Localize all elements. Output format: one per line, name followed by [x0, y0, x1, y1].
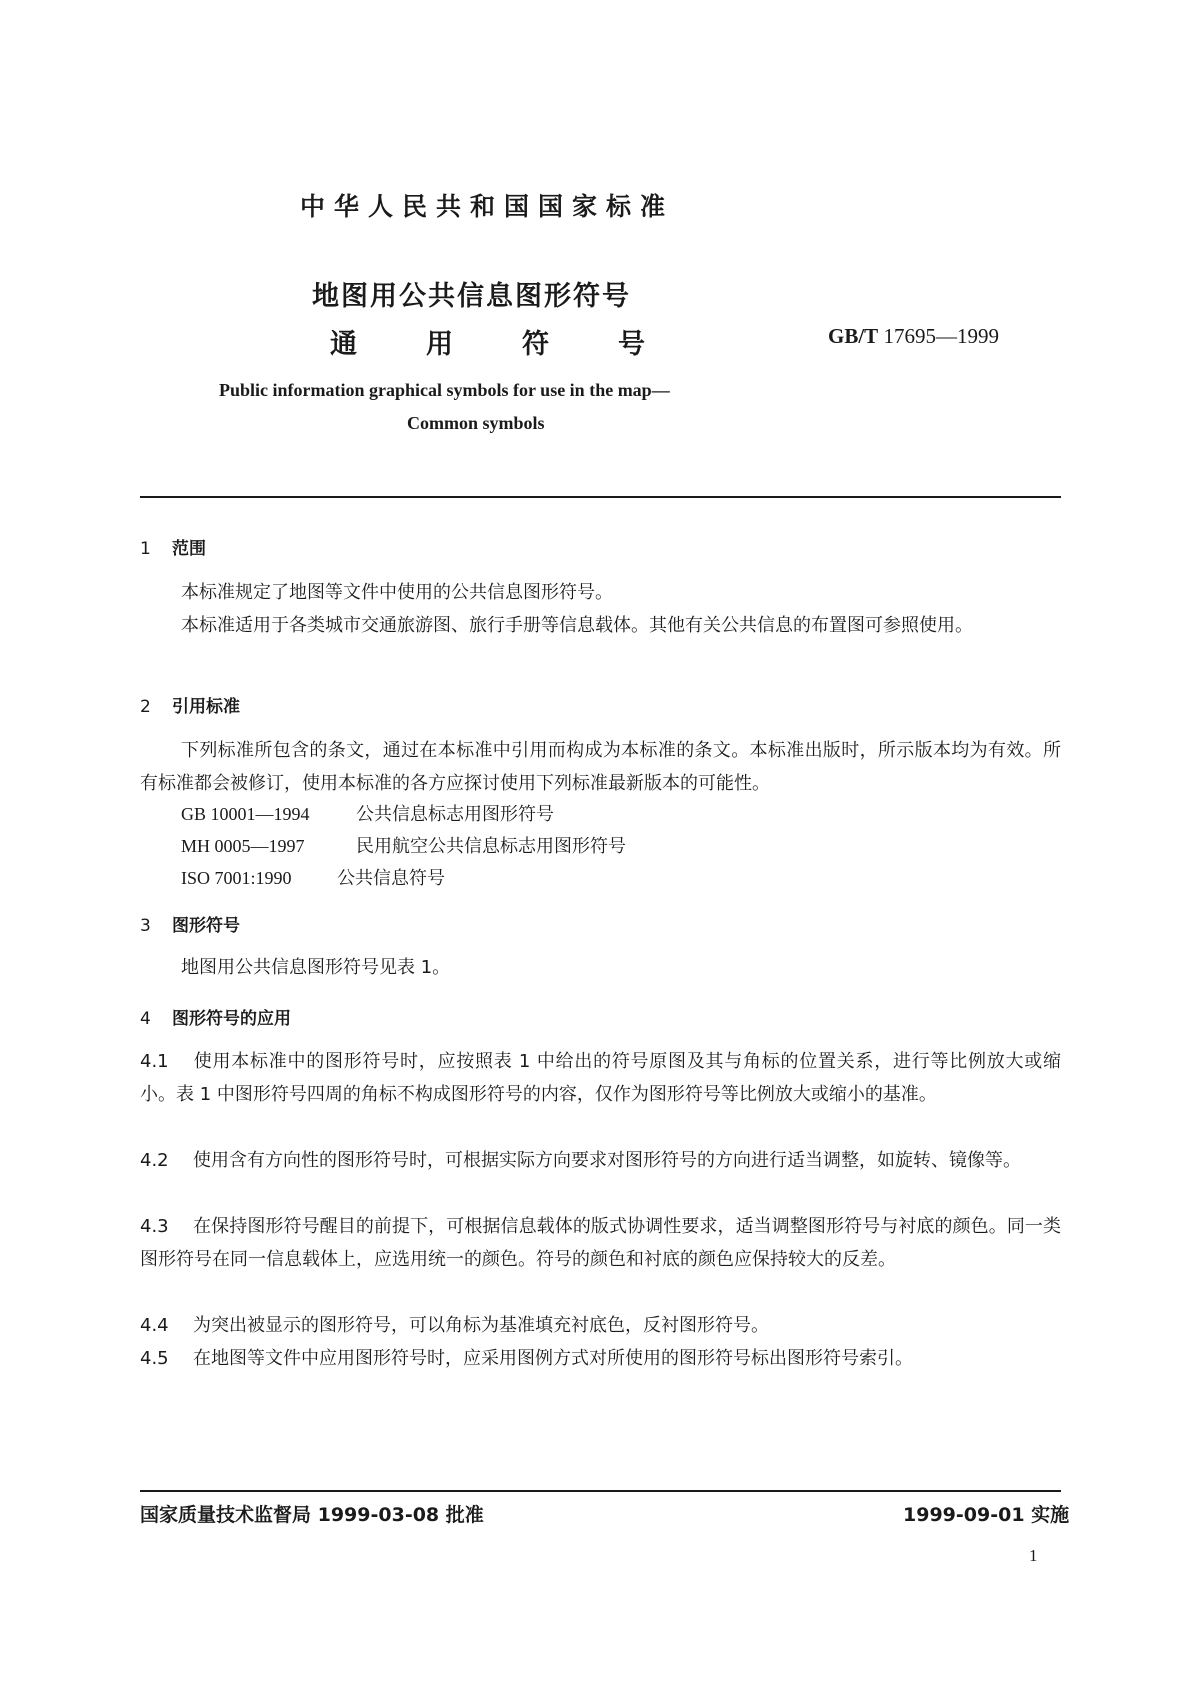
clause-text: 在保持图形符号醒目的前提下，可根据信息载体的版式协调性要求，适当调整图形符号与衬底的颜色。同一类图形符号在同一信息载体上，应选用统一的颜色。符号的颜色和衬底的颜色应保持较大的反差。: [140, 1216, 1061, 1270]
subtitle-char: 通: [330, 329, 357, 360]
section-title: 图形符号的应用: [172, 1009, 291, 1029]
section-heading-3: [140, 911, 240, 936]
approval-line: 国家质量技术监督局 1999-03-08 批准: [140, 1504, 484, 1526]
document-title-en-line1: Public information graphical symbols for use in the map—: [219, 380, 670, 400]
national-standard-heading: 中华人民共和国国家标准: [300, 192, 675, 221]
section-number: 3: [140, 916, 151, 936]
section-number: 2: [140, 697, 151, 717]
reference-item: [181, 800, 554, 826]
standard-number: [828, 324, 999, 349]
document-title-en-line2: Common symbols: [407, 413, 545, 433]
clause-text: 使用本标准中的图形符号时，应按照表 1 中给出的符号原图及其与角标的位置关系，进行等比例放大或缩小。表 1 中图形符号四周的角标不构成图形符号的内容，仅作为图形符号等比例放大或缩小的基准。: [140, 1051, 1061, 1105]
reference-code: ISO 7001:1990: [181, 868, 292, 888]
document-title-cn: 地图用公共信息图形符号: [312, 281, 631, 312]
clause-text: 使用含有方向性的图形符号时，可根据实际方向要求对图形符号的方向进行适当调整，如旋转、镜像等。: [193, 1150, 1021, 1171]
subtitle-char: 号: [618, 329, 645, 360]
clause-number: 4.5: [140, 1348, 169, 1369]
header-divider: [140, 496, 1061, 498]
clause-number: 4.2: [140, 1150, 169, 1171]
clause-number: 4.3: [140, 1216, 169, 1237]
effective-date-line: 1999-09-01 实施: [903, 1504, 1070, 1526]
section-heading-1: [140, 534, 206, 559]
footer-divider: [140, 1490, 1061, 1492]
clause-text: 为突出被显示的图形符号，可以角标为基准填充衬底色，反衬图形符号。: [193, 1315, 769, 1336]
clause-number: 4.4: [140, 1315, 169, 1336]
reference-item: [181, 864, 445, 890]
subtitle-char: 符: [522, 329, 549, 360]
section-1-paragraph-2: 本标准适用于各类城市交通旅游图、旅行手册等信息载体。其他有关公共信息的布置图可参照使用。: [181, 615, 973, 636]
clause-4-2: [140, 1144, 1061, 1177]
reference-title: 公共信息符号: [337, 868, 445, 889]
section-2-paragraph-1: 下列标准所包含的条文，通过在本标准中引用而构成为本标准的条文。本标准出版时，所示版本均为有效。所有标准都会被修订，使用本标准的各方应探讨使用下列标准最新版本的可能性。: [140, 740, 1061, 794]
document-subtitle-cn: [330, 322, 645, 361]
clause-text: 在地图等文件中应用图形符号时，应采用图例方式对所使用的图形符号标出图形符号索引。: [193, 1348, 913, 1369]
section-title: 图形符号: [172, 916, 240, 936]
reference-item: [181, 832, 626, 858]
reference-title: 公共信息标志用图形符号: [356, 804, 554, 825]
section-number: 4: [140, 1009, 151, 1029]
section-3-paragraph-1: 地图用公共信息图形符号见表 1。: [181, 957, 451, 978]
subtitle-char: 用: [426, 329, 453, 360]
section-1-paragraph-1: 本标准规定了地图等文件中使用的公共信息图形符号。: [181, 582, 613, 603]
clause-4-4: [140, 1309, 1061, 1342]
clause-4-3: [140, 1210, 1061, 1276]
page-number: 1: [1029, 1546, 1038, 1565]
section-heading-4: [140, 1004, 291, 1029]
reference-code: GB 10001—1994: [181, 804, 310, 824]
standard-prefix: GB/T: [828, 324, 879, 348]
section-title: 范围: [172, 539, 206, 559]
clause-4-5: [140, 1342, 1061, 1375]
reference-title: 民用航空公共信息标志用图形符号: [356, 836, 626, 857]
clause-4-1: [140, 1045, 1061, 1111]
standard-code: 17695—1999: [883, 324, 999, 348]
section-number: 1: [140, 539, 151, 559]
section-heading-2: [140, 692, 240, 717]
clause-number: 4.1: [140, 1051, 169, 1072]
section-title: 引用标准: [172, 697, 240, 717]
reference-code: MH 0005—1997: [181, 836, 305, 856]
